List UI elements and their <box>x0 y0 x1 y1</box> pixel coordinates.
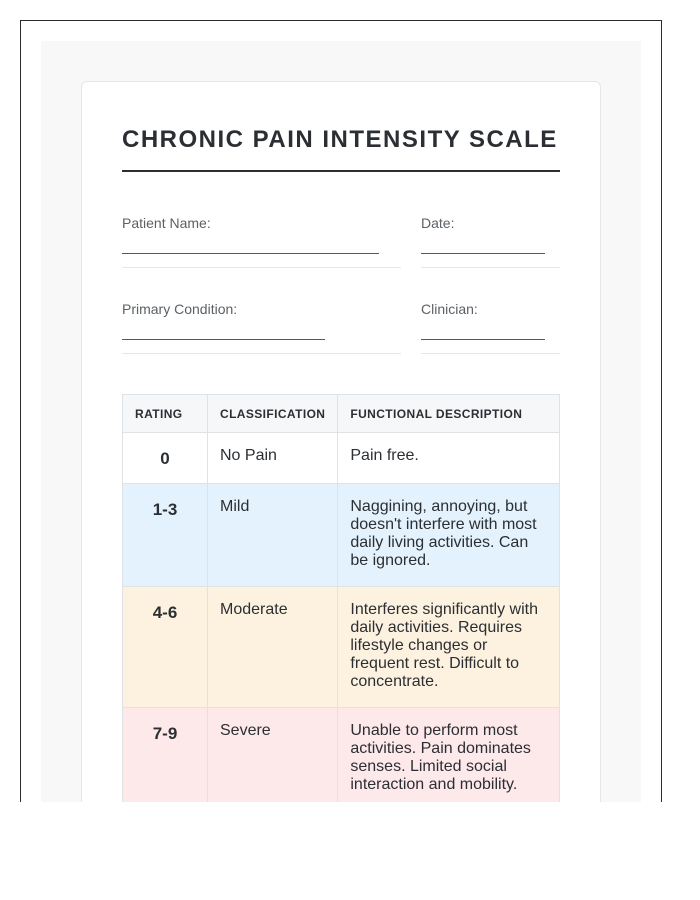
description-column-header: FUNCTIONAL DESCRIPTION <box>338 395 560 433</box>
page-frame <box>20 20 662 802</box>
patient-name-divider <box>122 267 401 268</box>
patient-name-field <box>122 215 211 231</box>
clinician-label: Clinician: <box>421 301 478 317</box>
classification-column-header: CLASSIFICATION <box>208 395 338 433</box>
clinician-divider <box>421 353 560 354</box>
table-row <box>123 433 560 484</box>
primary-condition-divider <box>122 353 401 354</box>
rating-cell: 1-3 <box>123 484 208 587</box>
classification-cell: No Pain <box>208 433 338 484</box>
clinician-input-line[interactable] <box>421 339 545 340</box>
rating-cell: 7-9 <box>123 708 208 803</box>
description-cell: Unable to perform most activities. Pain dominates senses. Limited social interaction and mobility. <box>338 708 560 803</box>
table-row <box>123 708 560 803</box>
table-row <box>123 587 560 708</box>
rating-cell: 0 <box>123 433 208 484</box>
title-divider <box>122 170 560 172</box>
form-card <box>81 81 601 802</box>
primary-condition-field <box>122 301 237 317</box>
form-title: CHRONIC PAIN INTENSITY SCALE <box>122 126 558 153</box>
classification-cell: Mild <box>208 484 338 587</box>
patient-name-label: Patient Name: <box>122 215 211 231</box>
document-canvas <box>41 41 641 802</box>
patient-name-input-line[interactable] <box>122 253 379 254</box>
primary-condition-label: Primary Condition: <box>122 301 238 317</box>
date-field <box>421 215 454 231</box>
clinician-field <box>421 301 478 317</box>
table-row <box>123 484 560 587</box>
rating-cell: 4-6 <box>123 587 208 708</box>
date-label: Date: <box>421 215 455 231</box>
description-cell: Naggining, annoying, but doesn't interfere with most daily living activities. Can be ignored. <box>338 484 560 587</box>
classification-cell: Severe <box>208 708 338 803</box>
primary-condition-input-line[interactable] <box>122 339 325 340</box>
rating-column-header: RATING <box>123 395 208 433</box>
description-cell: Interferes significantly with daily activities. Requires lifestyle changes or frequent rest. Difficult to concentrate. <box>338 587 560 708</box>
date-input-line[interactable] <box>421 253 545 254</box>
pain-scale-table <box>122 394 560 802</box>
date-divider <box>421 267 560 268</box>
classification-cell: Moderate <box>208 587 338 708</box>
description-cell: Pain free. <box>338 433 560 484</box>
table-header-row <box>123 395 560 433</box>
